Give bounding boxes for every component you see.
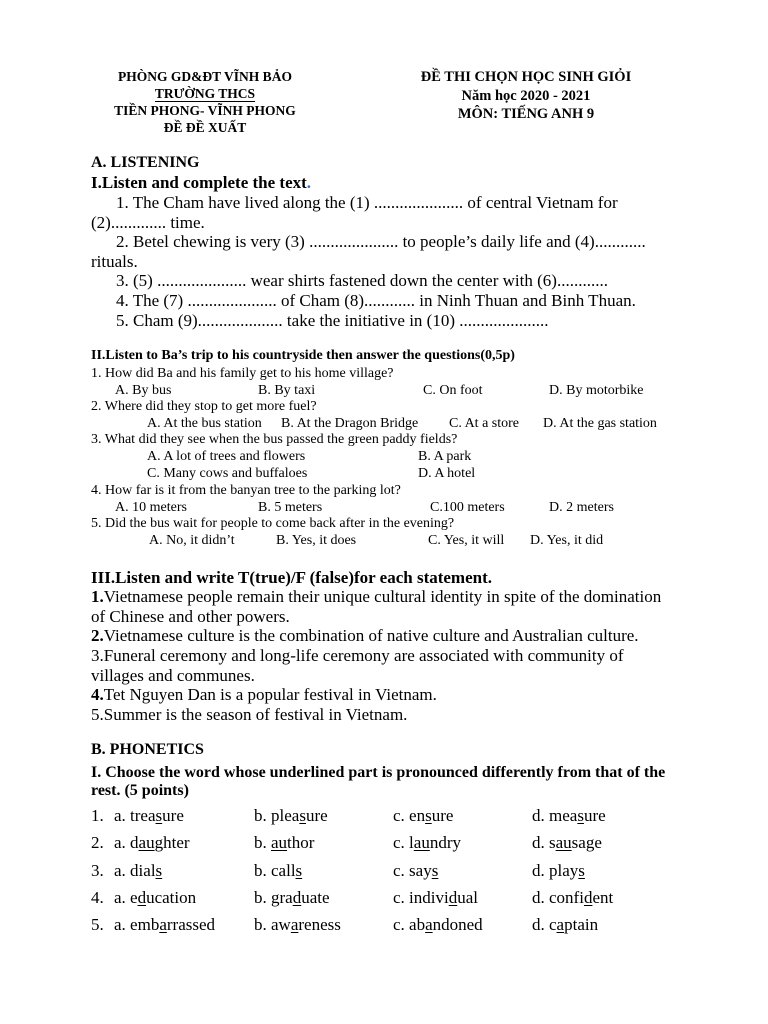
option: B. At the Dragon Bridge	[281, 416, 419, 431]
phonetics-number: 2.	[91, 833, 104, 852]
option: C.100 meters	[430, 500, 505, 515]
option: A. At the bus station	[147, 416, 262, 431]
phonetics-option: b. awareness	[254, 915, 341, 934]
question: 4. How far is it from the banyan tree to the parking lot?	[91, 483, 401, 498]
statement: 5.Summer is the season of festival in Vietnam.	[91, 705, 408, 724]
underlined-sound: s	[578, 861, 585, 880]
phonetics-number: 5.	[91, 915, 104, 934]
phonetics-instruction: rest. (5 points)	[91, 782, 189, 799]
school-name: TRƯỜNG THCS	[154, 86, 256, 101]
phonetics-option: a. treasure	[114, 806, 184, 825]
part1-line: 4. The (7) ..................... of Cham (8)............ in Ninh Thuan and Binh Thuan.	[116, 291, 636, 310]
phonetics-option: c. laundry	[393, 833, 461, 852]
underlined-sound: au	[138, 833, 155, 852]
question: 3. What did they see when the bus passed the green paddy fields?	[91, 432, 458, 447]
phonetics-option: c. ensure	[393, 806, 454, 825]
underlined-sound: d	[137, 888, 147, 907]
underlined-sound: au	[413, 833, 430, 852]
option: A. By bus	[115, 383, 172, 398]
phonetics-option: d. captain	[532, 915, 599, 934]
question: 2. Where did they stop to get more fuel?	[91, 399, 317, 414]
phonetics-option: c. abandoned	[393, 915, 483, 934]
underlined-sound: d	[448, 888, 458, 907]
statement: 3.Funeral ceremony and long-life ceremony are associated with community of	[91, 646, 624, 665]
option: D. A hotel	[418, 466, 476, 481]
underlined-sound: a	[290, 915, 299, 934]
statement: of Chinese and other powers.	[91, 607, 290, 626]
option: C. On foot	[423, 383, 483, 398]
part1-line: 2. Betel chewing is very (3) ..................... to people’s daily life and (4)............	[116, 232, 646, 251]
phonetics-option: d. measure	[532, 806, 606, 825]
school-department: PHÒNG GD&ĐT VĨNH BẢO	[118, 69, 292, 84]
option: B. Yes, it does	[276, 533, 357, 548]
option: A. A lot of trees and flowers	[147, 449, 306, 464]
option: D. Yes, it did	[530, 533, 604, 548]
underlined-sound: s	[577, 806, 584, 825]
phonetics-number: 1.	[91, 806, 104, 825]
option: A. No, it didn’t	[149, 533, 235, 548]
subject: MÔN: TIẾNG ANH 9	[457, 106, 595, 122]
underlined-sound: a	[425, 915, 433, 934]
school-year: Năm học 2020 - 2021	[461, 88, 591, 104]
proposal-label: ĐỀ ĐỀ XUẤT	[163, 120, 247, 135]
underlined-sound: a	[159, 915, 167, 934]
statement: 4.Tet Nguyen Dan is a popular festival in Vietnam.	[91, 685, 437, 704]
option: C. At a store	[449, 416, 519, 431]
underlined-sound: s	[155, 806, 163, 825]
question: 1. How did Ba and his family get to his home village?	[91, 366, 394, 381]
part1-line: (2)............. time.	[91, 213, 205, 232]
underlined-sound: s	[295, 861, 303, 880]
statement: 1.Vietnamese people remain their unique cultural identity in spite of the domination	[91, 587, 662, 606]
option: D. At the gas station	[543, 416, 657, 431]
option: D. 2 meters	[549, 500, 614, 515]
question: 5. Did the bus wait for people to come back after in the evening?	[91, 516, 455, 531]
part1-line: 1. The Cham have lived along the (1) ..................... of central Vietnam for	[116, 193, 618, 212]
phonetics-option: d. confident	[532, 888, 614, 907]
part1-title: I.Listen and complete the text.	[91, 173, 312, 192]
phonetics-option: a. embarrassed	[114, 915, 216, 934]
phonetics-option: c. individual	[393, 888, 478, 907]
option: D. By motorbike	[549, 383, 644, 398]
option: C. Many cows and buffaloes	[147, 466, 308, 481]
school-location: TIỀN PHONG- VĨNH PHONG	[114, 103, 296, 118]
phonetics-option: a. daughter	[114, 833, 190, 852]
phonetics-option: a. dials	[114, 861, 163, 880]
part3-title: III.Listen and write T(true)/F (false)for each statement.	[91, 568, 493, 587]
underlined-sound: au	[555, 833, 572, 852]
underlined-sound: s	[299, 806, 306, 825]
part1-line: rituals.	[91, 252, 138, 271]
phonetics-option: b. author	[254, 833, 315, 852]
underlined-sound: d	[583, 888, 593, 907]
underlined-sound: s	[425, 806, 432, 825]
statement: villages and communes.	[91, 666, 255, 685]
underlined-sound: s	[155, 861, 163, 880]
part1-line: 5. Cham (9).................... take the initiative in (10) .....................	[116, 311, 549, 330]
section-b-title: B. PHONETICS	[91, 741, 204, 758]
phonetics-option: a. education	[114, 888, 197, 907]
phonetics-number: 3.	[91, 861, 104, 880]
phonetics-option: b. graduate	[254, 888, 330, 907]
section-a-title: A. LISTENING	[91, 154, 200, 171]
part1-line: 3. (5) ..................... wear shirts fastened down the center with (6)............	[116, 271, 608, 290]
underlined-sound: d	[292, 888, 302, 907]
underlined-sound: a	[556, 915, 565, 934]
phonetics-number: 4.	[91, 888, 104, 907]
option: B. 5 meters	[258, 500, 323, 515]
option: A. 10 meters	[115, 500, 187, 515]
exam-title: ĐỀ THI CHỌN HỌC SINH GIỎI	[420, 69, 632, 85]
phonetics-option: d. sausage	[532, 833, 602, 852]
phonetics-option: c. says	[393, 861, 439, 880]
underlined-sound: au	[271, 833, 288, 852]
statement: 2.Vietnamese culture is the combination of native culture and Australian culture.	[91, 626, 639, 645]
option: B. By taxi	[258, 383, 316, 398]
underlined-sound: s	[431, 861, 439, 880]
phonetics-option: b. pleasure	[254, 806, 328, 825]
part2-title: II.Listen to Ba’s trip to his countryside then answer the questions(0,5p)	[91, 348, 515, 363]
option: C. Yes, it will	[428, 533, 505, 548]
phonetics-option: d. plays	[532, 861, 585, 880]
phonetics-instruction: I. Choose the word whose underlined part is pronounced differently from that of the	[91, 764, 666, 781]
option: B. A park	[418, 449, 472, 464]
phonetics-option: b. calls	[254, 861, 303, 880]
